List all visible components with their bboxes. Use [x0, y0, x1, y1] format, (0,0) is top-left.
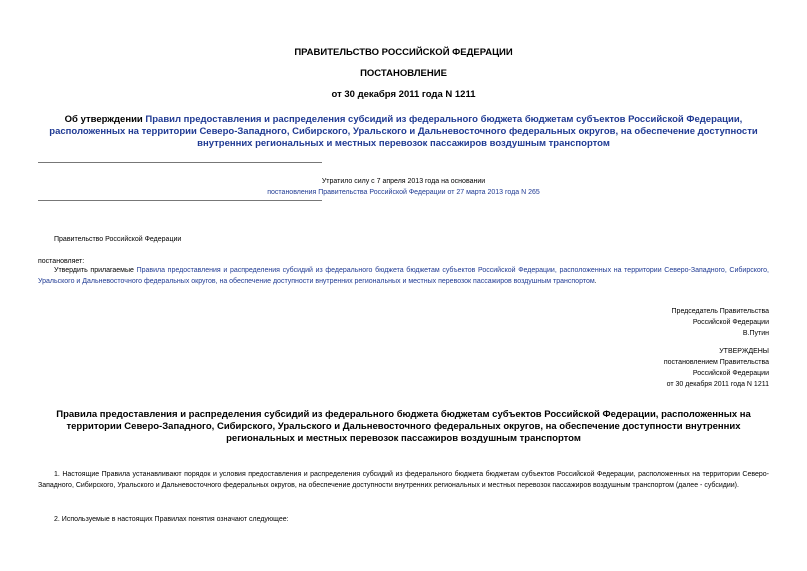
document-title	[38, 114, 769, 150]
rules-title: Правила предоставления и распределения субсидий из федерального бюджета бюджетам субъектов Российской Федерации, расположенных на территории Северо-Западного, Сибирского, Уральского и Дальневосточного федеральных округов, на обеспечение доступности внутренних региональных и местных перевозок пассажиров воздушным транспортом	[56, 409, 751, 444]
approve-rules-link[interactable]: Правила предоставления и распределения субсидий из федерального бюджета бюджетам субъектов Российской Федерации, расположенных на территории Северо-Западного, Сибирского, Уральского и Дальневосточного федеральных округов, на обеспечение доступности внутренних региональных и местных перевозок пассажиров воздушным транспортом	[38, 267, 769, 285]
government-label: Правительство Российской Федерации	[54, 236, 182, 243]
government-header: ПРАВИТЕЛЬСТВО РОССИЙСКОЙ ФЕДЕРАЦИИ	[294, 47, 513, 58]
approve-paragraph	[38, 265, 769, 287]
status-note: Утратило силу с 7 апреля 2013 года на основании	[321, 178, 486, 185]
signature-block	[500, 306, 769, 339]
status-repeal-link[interactable]: постановления Правительства Российской Федерации от 27 марта 2013 года N 265	[267, 189, 540, 196]
divider-bottom	[38, 200, 322, 201]
resolves-text: постановляет:	[38, 258, 85, 265]
signature-organization: Российской Федерации	[692, 319, 769, 326]
document-date-number: от 30 декабря 2011 года N 1211	[331, 89, 476, 100]
divider-top	[38, 162, 322, 163]
signature-position: Председатель Правительства	[671, 308, 769, 315]
approved-by: постановлением Правительства	[663, 359, 769, 366]
rules-item-2: 2. Используемые в настоящих Правилах понятия означают следующее:	[54, 516, 289, 523]
approve-suffix: .	[594, 278, 597, 285]
approve-prefix: Утвердить прилагаемые	[54, 267, 137, 274]
document-type: ПОСТАНОВЛЕНИЕ	[360, 68, 447, 79]
approved-heading: УТВЕРЖДЕНЫ	[719, 348, 769, 355]
rules-item-1: 1. Настоящие Правила устанавливают порядок и условия предоставления и распределения субсидий из федерального бюджета бюджетам субъектов Российской Федерации, расположенных на территории Северо-Западного, Сибирского, Уральского и Дальневосточного федеральных округов, на обеспечение доступности внутренних региональных и местных перевозок пассажиров воздушным транспортом (далее - субсидии).	[38, 471, 769, 489]
approved-date: от 30 декабря 2011 года N 1211	[666, 381, 769, 388]
title-prefix: Об утверждении	[64, 114, 146, 125]
title-rules-link[interactable]: Правил предоставления и распределения субсидий из федерального бюджета бюджетам субъектов Российской Федерации, расположенных на территории Северо-Западного, Сибирского, Уральского и Дальневосточного федеральных округов, на обеспечение доступности внутренних региональных и местных перевозок пассажиров воздушным транспортом	[49, 114, 758, 149]
approved-organization: Российской Федерации	[692, 370, 769, 377]
signature-name: В.Путин	[742, 330, 769, 337]
approved-block	[500, 346, 769, 390]
